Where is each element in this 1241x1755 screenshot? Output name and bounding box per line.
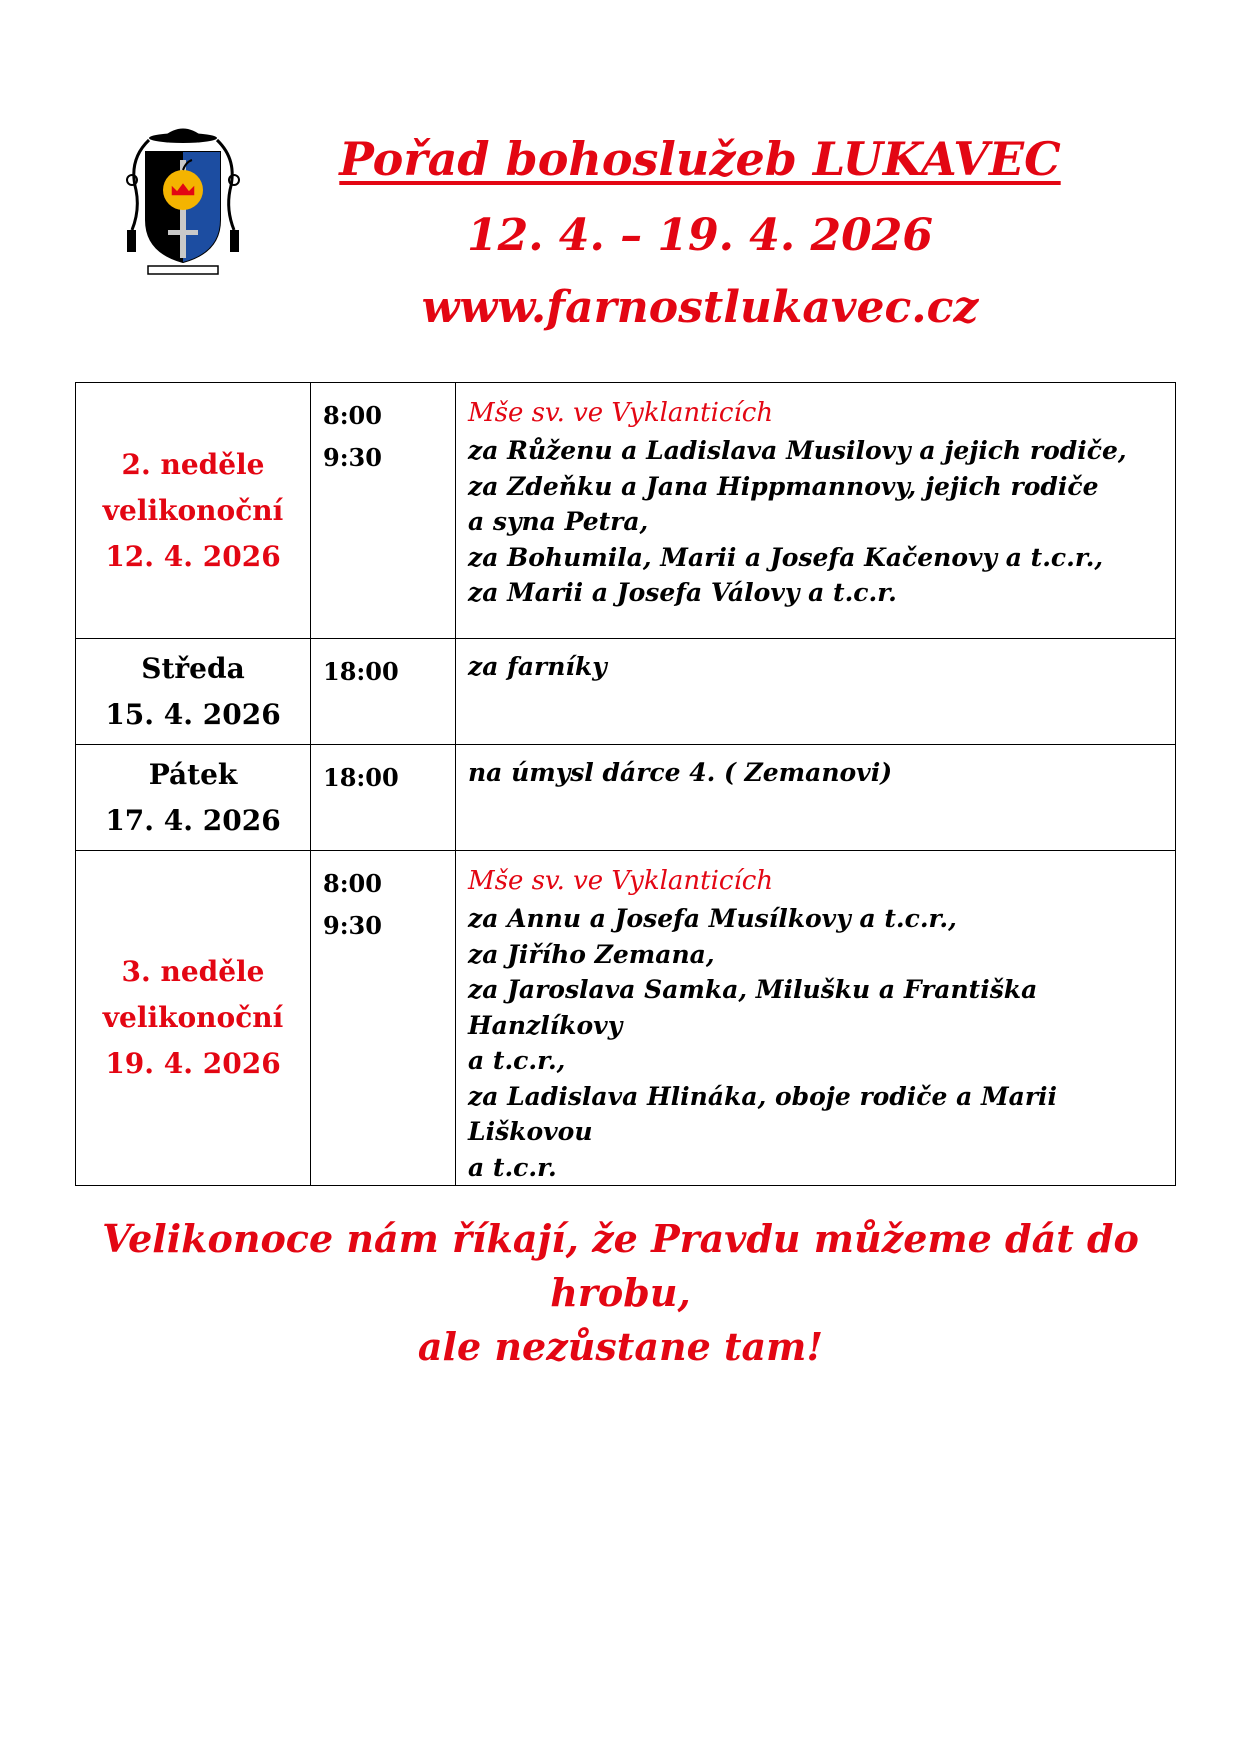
intention-line: a syna Petra, — [468, 507, 649, 536]
table-row — [76, 383, 1176, 639]
day-label: 12. 4. 2026 — [105, 539, 281, 573]
time-label: 9:30 — [323, 443, 382, 472]
day-label: 17. 4. 2026 — [105, 803, 281, 837]
time-cell — [311, 851, 456, 1186]
quote — [40, 1212, 1201, 1374]
intention-cell — [456, 383, 1176, 639]
time-label: 18:00 — [323, 763, 399, 792]
intention-line: a t.c.r. — [468, 1152, 557, 1182]
intention-line: za Annu a Josefa Musílkovy a t.c.r., — [468, 904, 957, 933]
day-cell — [76, 383, 311, 639]
table-row — [76, 745, 1176, 851]
intention-line: a t.c.r., — [468, 1046, 566, 1075]
day-label: Pátek — [148, 757, 238, 791]
time-cell — [311, 745, 456, 851]
intention-line: za Růženu a Ladislava Musilovy a jejich rodiče, — [468, 436, 1127, 465]
website-url: www.farnostlukavec.cz — [421, 282, 979, 333]
intention-line: za Bohumila, Marii a Josefa Kačenovy a t.c.r., — [468, 542, 1104, 572]
time-label: 9:30 — [323, 911, 382, 940]
mass-location: Mše sv. ve Vyklanticích — [468, 866, 774, 896]
intention-line: za Zdeňku a Jana Hippmannovy, jejich rodiče — [468, 471, 1099, 501]
time-cell — [311, 383, 456, 639]
page-title: Pořad bohoslužeb LUKAVEC — [339, 132, 1061, 186]
intention-cell — [456, 639, 1176, 745]
coat-of-arms-icon — [118, 120, 248, 280]
intention-line: za farníky — [468, 652, 607, 681]
time-cell — [311, 639, 456, 745]
intention-cell — [456, 745, 1176, 851]
day-label: 3. neděle — [121, 955, 265, 988]
table-row — [76, 639, 1176, 745]
time-label: 8:00 — [323, 869, 382, 898]
quote-line: ale nezůstane tam! — [417, 1324, 824, 1369]
mass-location: Mše sv. ve Vyklanticích — [468, 398, 774, 428]
intention-line: za Marii a Josefa Válovy a t.c.r. — [468, 578, 897, 607]
schedule-table — [75, 382, 1176, 1186]
time-label: 8:00 — [323, 401, 382, 430]
intention-cell — [456, 851, 1176, 1186]
day-cell — [76, 851, 311, 1186]
intention-line: na úmysl dárce 4. ( Zemanovi) — [468, 758, 893, 787]
time-label: 18:00 — [323, 657, 399, 686]
day-label: 15. 4. 2026 — [105, 697, 281, 731]
day-label: Středa — [141, 651, 245, 685]
intention-line: za Jaroslava Samka, Milušku a Františka Hanzlíkovy — [468, 975, 1038, 1040]
day-label: velikonoční — [102, 1001, 284, 1034]
day-label: velikonoční — [102, 493, 284, 527]
intention-line: za Ladislava Hlináka, oboje rodiče a Marii Liškovou — [468, 1081, 1058, 1146]
day-label: 19. 4. 2026 — [105, 1047, 281, 1080]
intention-line: za Jiřího Zemana, — [468, 939, 715, 969]
table-row — [76, 851, 1176, 1186]
day-cell — [76, 639, 311, 745]
day-label: 2. neděle — [121, 447, 265, 481]
date-range: 12. 4. – 19. 4. 2026 — [466, 210, 934, 261]
day-cell — [76, 745, 311, 851]
quote-line: Velikonoce nám říkají, že Pravdu můžeme dát do hrobu, — [102, 1216, 1139, 1315]
